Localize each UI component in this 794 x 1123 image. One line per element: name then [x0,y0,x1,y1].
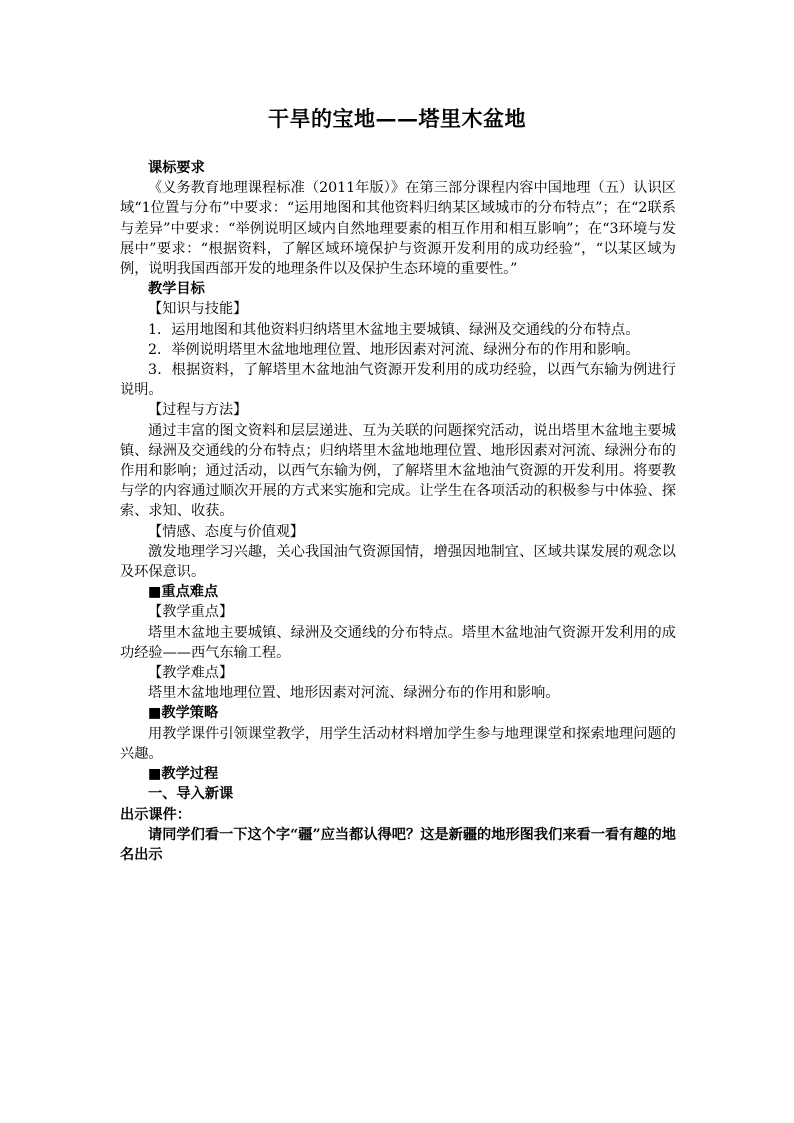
paragraph: 通过丰富的图文资料和层层递进、互为关联的问题探究活动，说出塔里木盆地主要城镇、绿洲及交通线的分布特点；归纳塔里木盆地地理位置、地形因素对河流、绿洲分布的作用和影响；通过活动，以西气东输为例，了解塔里木盆地油气资源的开发利用。将要教与学的内容通过顺次开展的方式来实施和完成。让学生在各项活动的积极参与中体验、探索、求知、收获。 [120,422,676,520]
paragraph: 《义务教育地理课程标准（2011年版）》在第三部分课程内容中国地理（五）认识区域“1位置与分布”中要求：“运用地图和其他资料归纳某区域城市的分布特点”；在“2联系与差异”中要求：“举例说明区域内自然地理要素的相互作用和相互影响”；在“3环境与发展中”要求：“根据资料，了解区域环境保护与资源开发利用的成功经验”，“以某区域为例，说明我国西部开发的地理条件以及保护生态环境的重要性。” [120,180,676,278]
section-heading: ■重点难点 [148,584,219,601]
paragraph: 塔里木盆地地理位置、地形因素对河流、绿洲分布的作用和影响。 [148,685,560,702]
paragraph: 【知识与技能】 [148,301,248,318]
section-heading: ■教学策略 [148,705,219,722]
paragraph: 塔里木盆地主要城镇、绿洲及交通线的分布特点。塔里木盆地油气资源开发利用的成功经验——西气东输工程。 [120,624,676,661]
paragraph: 【教学难点】 [148,665,234,682]
paragraph: 2．举例说明塔里木盆地地理位置、地形因素对河流、绿洲分布的作用和影响。 [148,341,640,358]
section-heading: ■教学过程 [148,766,219,783]
section-heading: 出示课件： [120,806,191,823]
section-heading: 一、导入新课 [148,786,234,803]
document-title: 干旱的宝地——塔里木盆地 [268,106,526,131]
paragraph: 【情感、态度与价值观】 [148,523,305,540]
document-body [120,158,676,865]
paragraph: 【过程与方法】 [148,402,248,419]
section-heading: 课标要求 [148,160,205,176]
paragraph: 3．根据资料，了解塔里木盆地油气资源开发利用的成功经验，以西气东输为例进行说明。 [120,362,676,399]
section-heading: 教学目标 [148,281,205,298]
paragraph: 1．运用地图和其他资料归纳塔里木盆地主要城镇、绿洲及交通线的分布特点。 [148,321,640,338]
paragraph: 【教学重点】 [148,604,234,621]
paragraph: 用教学课件引领课堂教学，用学生活动材料增加学生参与地理课堂和探索地理问题的兴趣。 [120,725,676,762]
section-heading: 请同学们看一下这个字“疆”应当都认得吧？这是新疆的地形图我们来看一看有趣的地名出示 [120,826,676,863]
paragraph: 激发地理学习兴趣，关心我国油气资源国情，增强因地制宜、区域共谋发展的观念以及环保意识。 [120,543,676,581]
